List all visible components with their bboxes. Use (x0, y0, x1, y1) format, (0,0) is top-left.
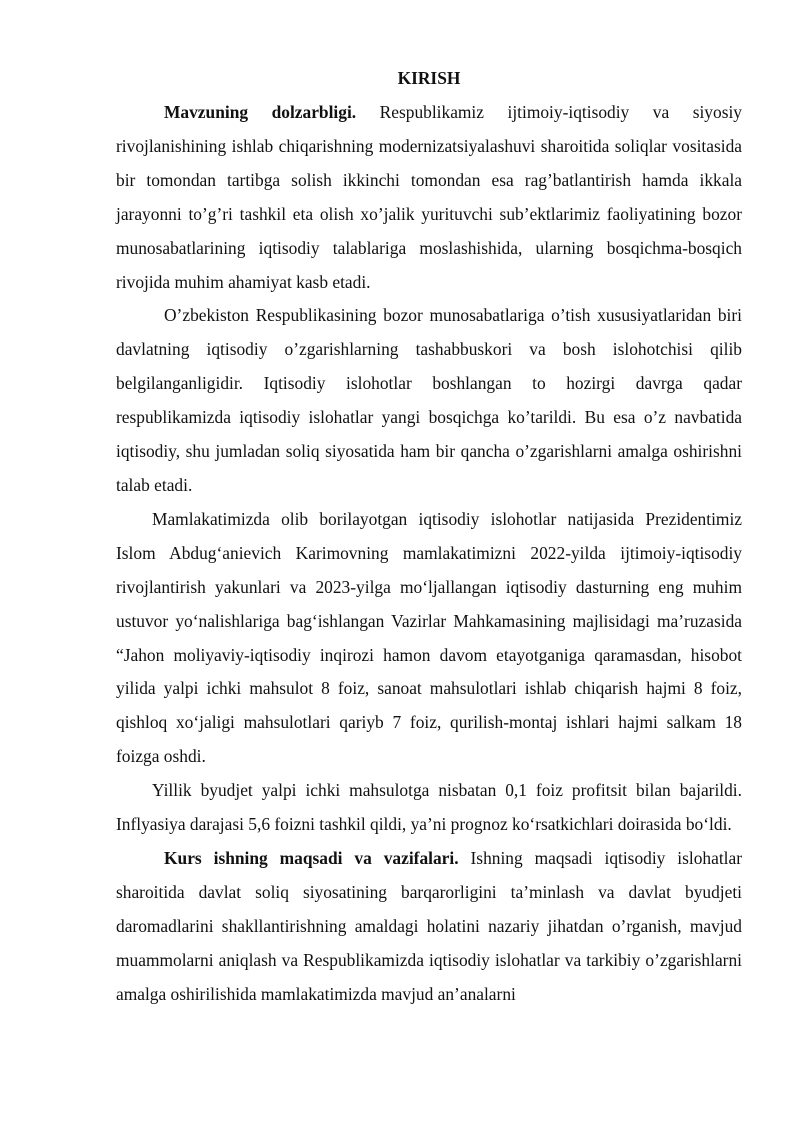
paragraph-text: Mamlakatimizda olib borilayotgan iqtisodiy islohotlar natijasida Prezidentimiz Islom Abdug‘anievich Karimovning mamlakatimizni 2022-yilda ijtimoiy-iqtisodiy rivojlantirish yakunlari va 2023-yilga mo‘ljallangan iqtisodiy dasturning eng muhim ustuvor yo‘nalishlariga bag‘ishlangan Vazirlar Mahkamasining majlisidagi ma’ruzasida “Jahon moliyaviy-iqtisodiy inqirozi hamon davom etayotganiga qaramasdan, hisobot yilida yalpi ichki mahsulot 8 foiz, sanoat mahsulotlari ishlab chiqarish hajmi 8 foiz, qishloq xo‘jaligi mahsulotlari qariyb 7 foiz, qurilish-montaj ishlari hajmi salkam 18 foizga oshdi. (116, 508, 742, 767)
paragraph-transition (116, 299, 742, 502)
paragraph-budget (116, 774, 742, 842)
paragraph-text: Yillik byudjet yalpi ichki mahsulotga nisbatan 0,1 foiz profitsit bilan bajarildi. Inflyasiya darajasi 5,6 foizni tashkil qildi, ya’ni prognoz ko‘rsatkichlari doirasida bo‘ldi. (116, 780, 742, 835)
paragraph-text: Ishning maqsadi iqtisodiy islohatlar sharoitida davlat soliq siyosatining barqarorligini ta’minlash va davlat byudjeti daromadlarini shakllantirishning amaldagi holatini nazariy jihatdan o’rganish, mavjud muammolarni aniqlash va Respublikamizda iqtisodiy islohatlar va tarkibiy o’zgarishlarni amalga oshirilishida mamlakatimizda mavjud an’analarni (116, 847, 742, 1004)
paragraph-lead-goals: Kurs ishning maqsadi va vazifalari. (164, 847, 459, 868)
paragraph-relevance (116, 96, 742, 299)
paragraph-text: Respublikamiz ijtimoiy-iqtisodiy va siyosiy rivojlanishining ishlab chiqarishning modernizatsiyalashuvi sharoitida soliqlar vositasida bir tomondan tartibga solish ikkinchi tomondan esa rag’batlantirish hamda ikkala jarayonni to’g’ri tashkil eta olish xo’jalik yurituvchi sub’ektlarimiz faoliyatining bozor munosabatlarining iqtisodiy talablariga moslashishida, ularning bosqichma-bosqich rivojida muhim ahamiyat kasb etadi. (116, 102, 742, 292)
paragraph-goals (116, 842, 742, 1012)
paragraph-text: O’zbekiston Respublikasining bozor munosabatlariga o’tish xususiyatlaridan biri davlatning iqtisodiy o’zgarishlarning tashabbuskori va bosh islohotchisi qilib belgilanganligidir. Iqtisodiy islohotlar boshlangan to hozirgi davrga qadar respublikamizda iqtisodiy islohatlar yangi bosqichga ko’tarildi. Bu esa o’z navbatida iqtisodiy, shu jumladan soliq siyosatida ham bir qancha o’zgarishlarni amalga oshirishni talab etadi. (116, 305, 742, 495)
document-page (116, 62, 742, 1011)
paragraph-lead-relevance: Mavzuning dolzarbligi. (164, 102, 357, 122)
paragraph-reforms (116, 503, 742, 774)
document-title: KIRISH (397, 68, 461, 88)
